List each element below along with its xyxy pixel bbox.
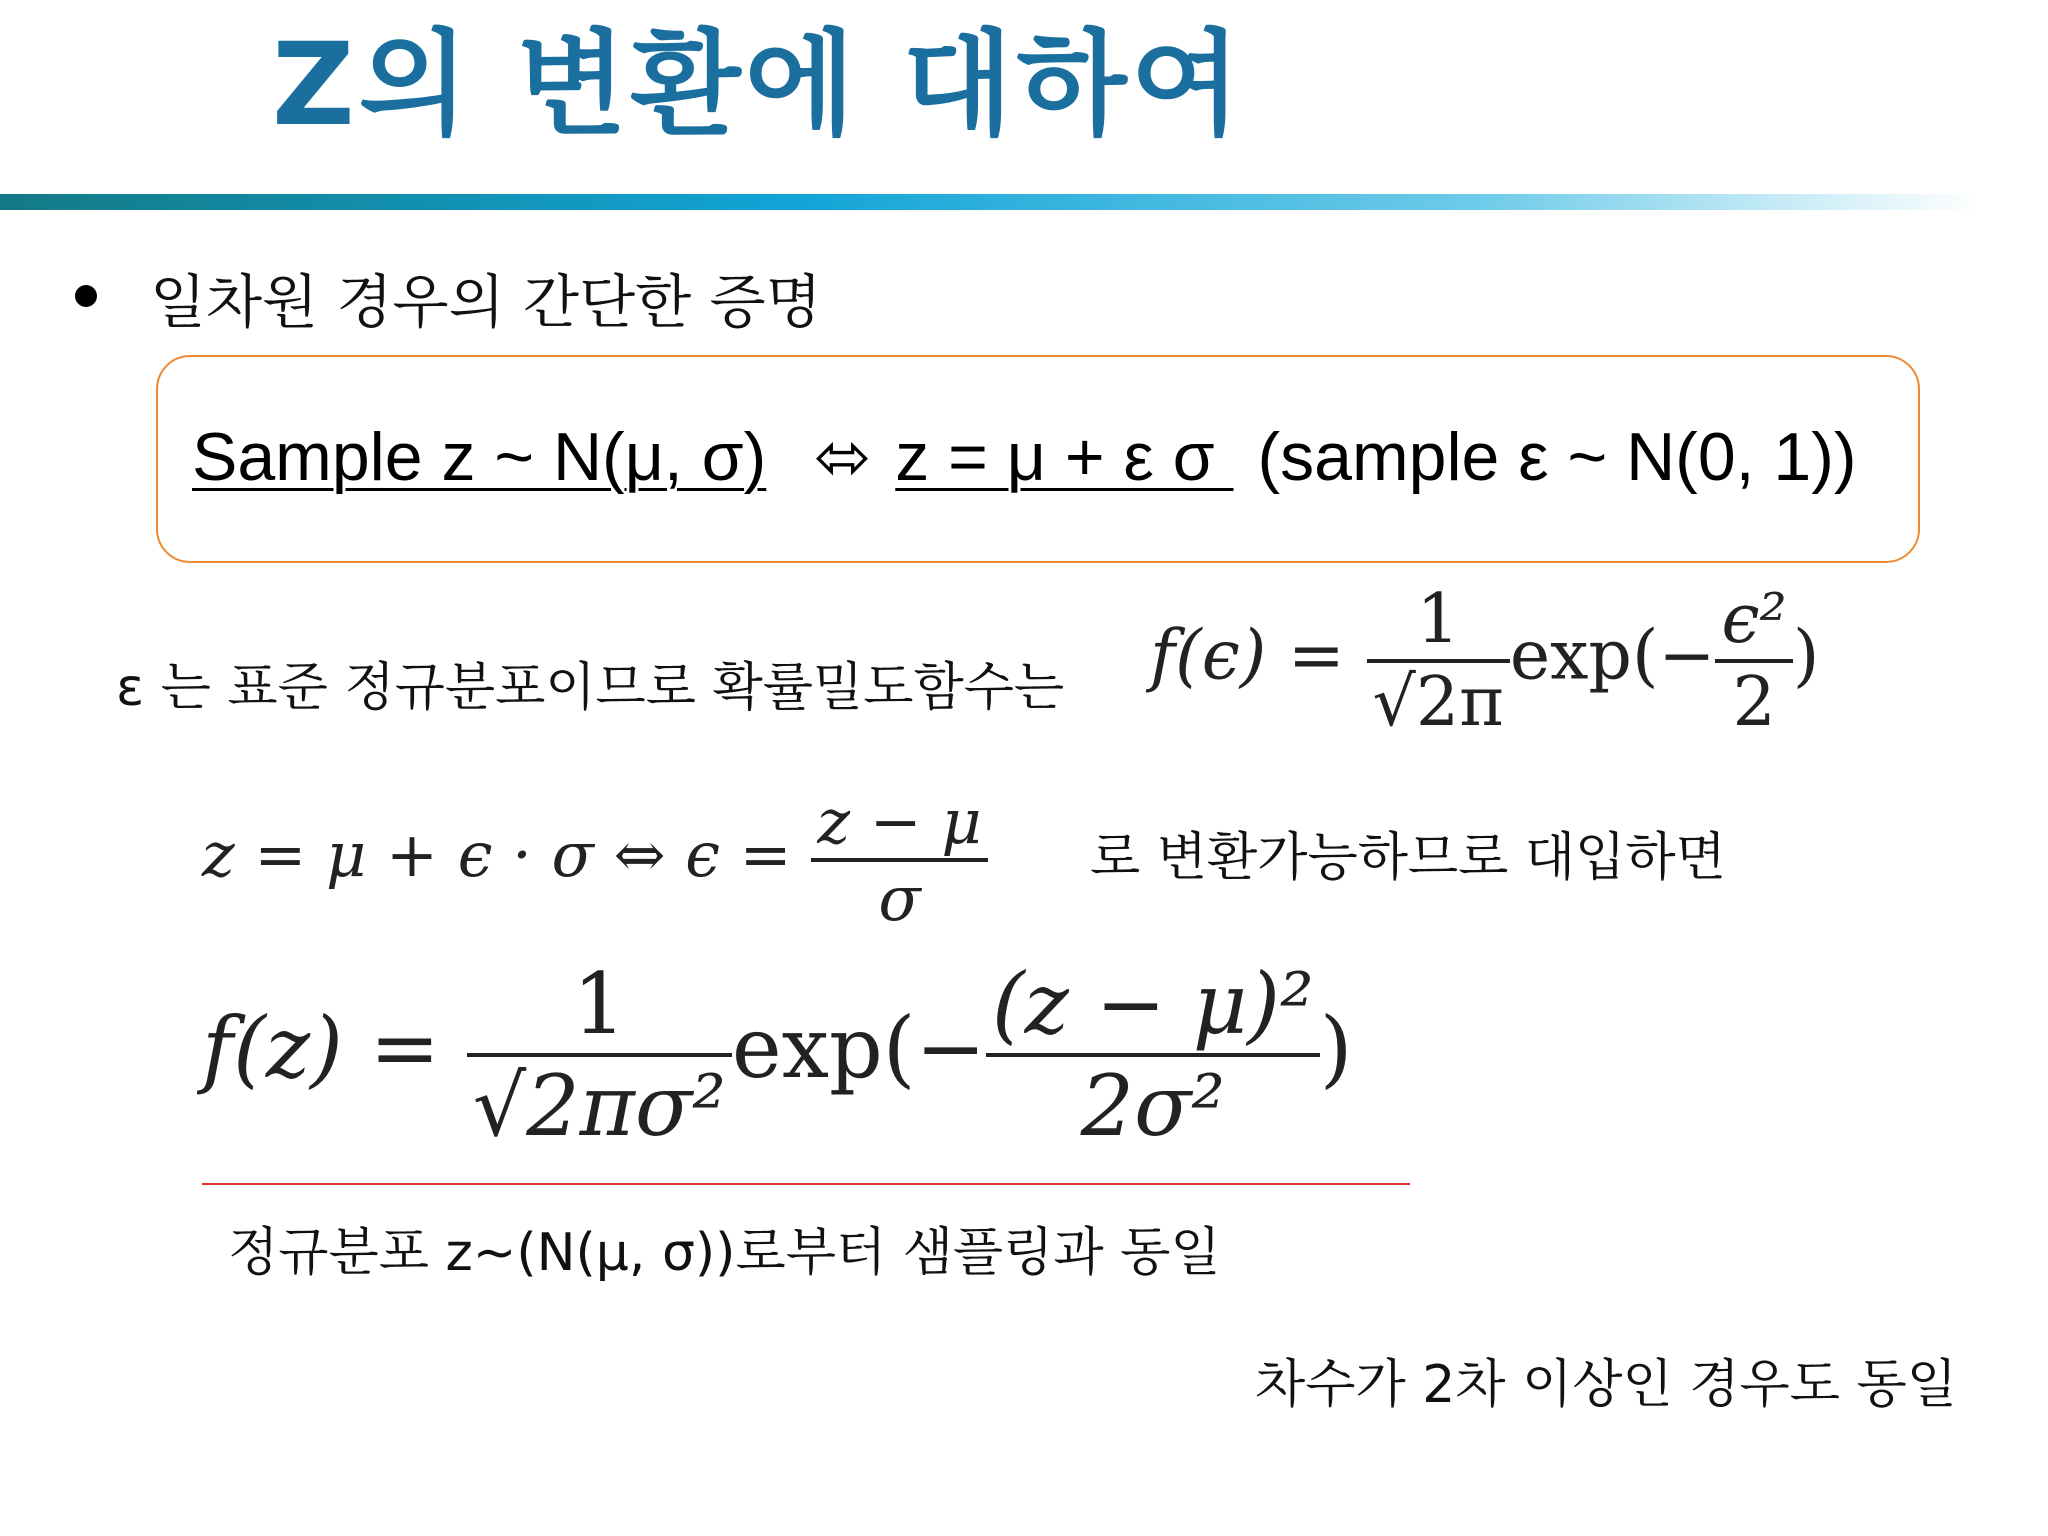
higher-dimension-text: 차수가 2차 이상인 경우도 동일 (1255, 1355, 1957, 1415)
eq1-inner-numerator: ϵ² (1721, 580, 1787, 659)
eq1-denominator: √2π (1372, 663, 1504, 742)
bullet-dot-icon (75, 285, 97, 307)
reparam-statement: z = μ + ε σ (895, 419, 1234, 495)
bullet-text: 일차원 경우의 간단한 증명 (150, 268, 822, 336)
equation-reparameterization (202, 785, 988, 935)
eq3-numerator: 1 (572, 955, 627, 1053)
eq1-lhs: f(ϵ) = (1150, 616, 1345, 696)
eq3-fraction (467, 955, 732, 1155)
page-title: Z의 변환에 대하여 (272, 18, 1245, 151)
title-underline-gradient (0, 194, 1980, 210)
eq3-denominator: √2πσ² (472, 1057, 726, 1155)
eq3-exp: exp(− (731, 999, 986, 1097)
eq2-lhs: z = μ + ϵ · σ ⇔ ϵ = (202, 818, 792, 892)
eq2-denominator: σ (878, 862, 921, 935)
eq1-fraction (1367, 580, 1510, 742)
eq2-fraction (811, 785, 987, 935)
equation-f-z (202, 955, 1353, 1155)
eq1-close: ) (1792, 616, 1820, 696)
sampling-equivalence-line (192, 418, 1857, 497)
eq1-exp: exp(− (1509, 616, 1716, 696)
substitution-text: 로 변환가능하므로 대입하면 (1090, 828, 1726, 888)
equivalence-arrow-icon: ⬄ (814, 419, 872, 495)
equation-f-epsilon (1150, 580, 1819, 742)
eq3-inner-fraction (986, 955, 1320, 1155)
sample-z-statement: Sample z ~ N(μ, σ) (192, 419, 767, 495)
eq3-inner-denominator: 2σ² (1080, 1057, 1226, 1155)
eq1-numerator: 1 (1416, 580, 1460, 659)
sample-epsilon-statement: (sample ε ~ N(0, 1)) (1257, 419, 1857, 495)
eq2-numerator: z − μ (817, 785, 982, 858)
red-divider (202, 1183, 1410, 1185)
same-as-sampling-text: 정규분포 z~(N(μ, σ))로부터 샘플링과 동일 (228, 1223, 1221, 1283)
eq1-inner-denominator: 2 (1732, 663, 1776, 742)
eq1-inner-fraction (1715, 580, 1792, 742)
eq3-close: ) (1319, 999, 1353, 1097)
eq3-lhs: f(z) = (202, 999, 440, 1097)
epsilon-pdf-text: ε 는 표준 정규분포이므로 확률밀도함수는 (116, 658, 1065, 718)
eq3-inner-numerator: (z − μ)² (991, 955, 1314, 1053)
